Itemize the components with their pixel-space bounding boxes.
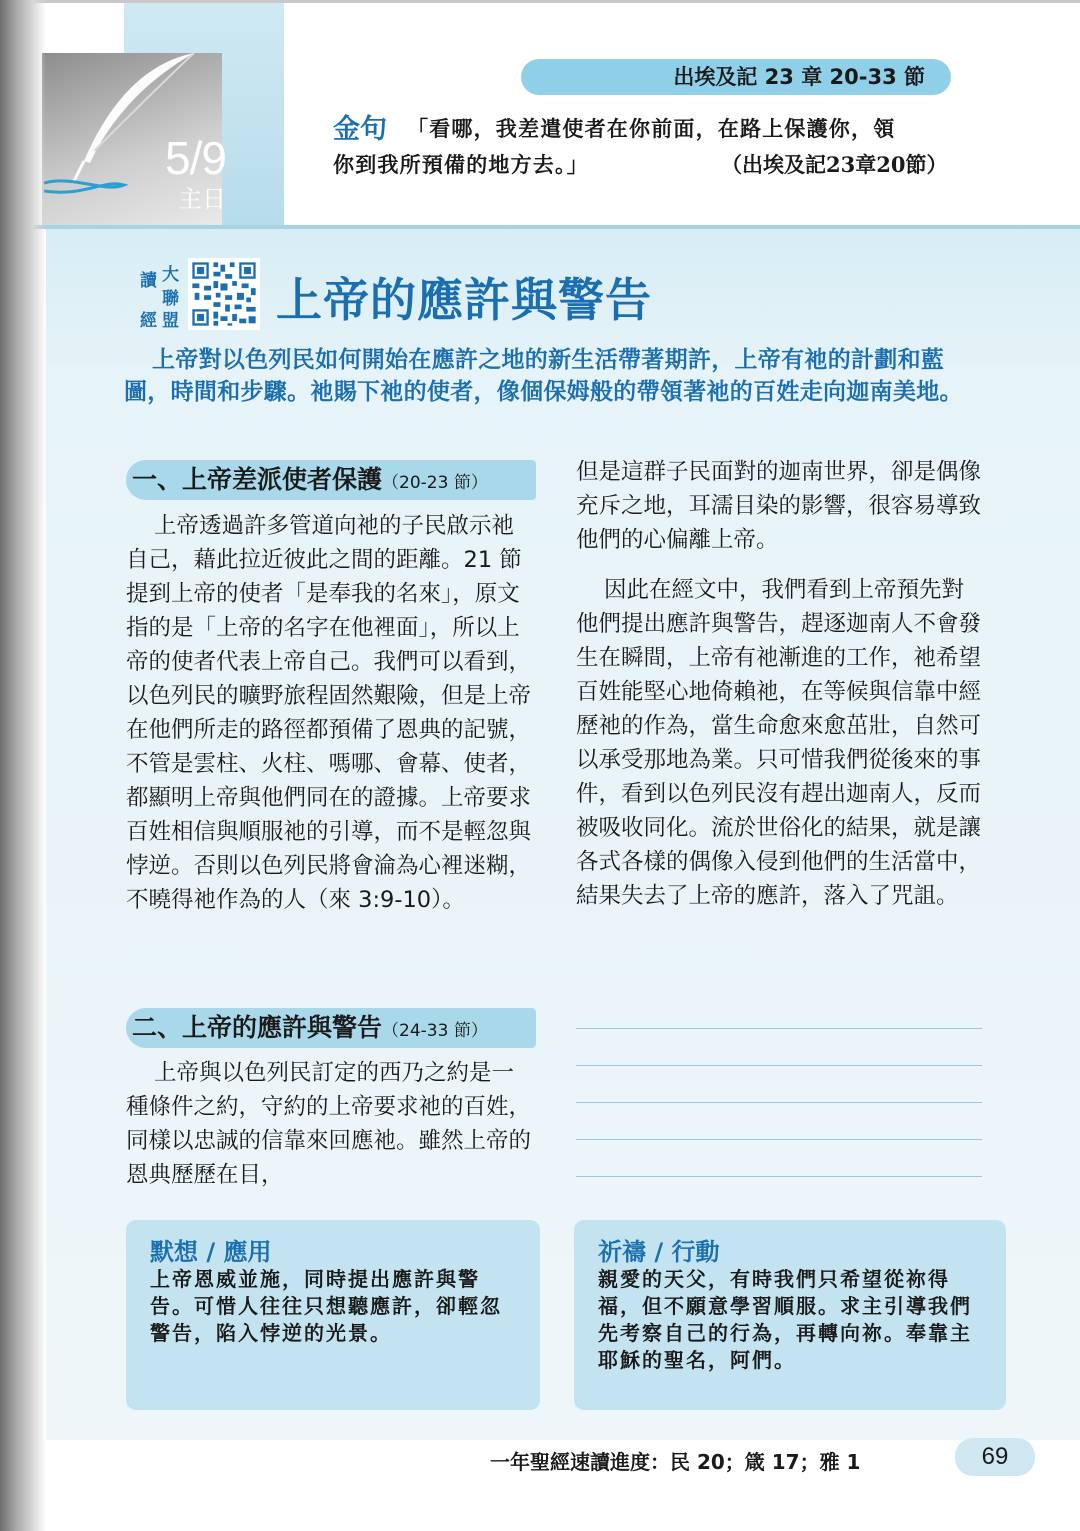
panel-divider [0, 225, 1080, 229]
golden-verse-line2: 你到我所預備的地方去。」 [333, 152, 589, 177]
date-day: 主日 [178, 185, 226, 213]
section2-heading-text: 二、上帝的應許與警告 [132, 1013, 383, 1042]
section1-body [126, 509, 536, 917]
section2-verses: （24-33 節） [382, 1021, 488, 1041]
section1-heading [126, 460, 536, 500]
section1-heading-text: 一、上帝差派使者保護 [132, 465, 383, 494]
tag-char: 盟 [162, 311, 179, 331]
scripture-reference: 出埃及記 23 章 20-33 節 [521, 59, 951, 95]
section2-heading [126, 1008, 536, 1048]
meditation-box [126, 1220, 540, 1410]
page-title: 上帝的應許與警告 [276, 273, 652, 327]
prayer-title: 祈禱 / 行動 [598, 1238, 720, 1266]
right-column-para2: 因此在經文中，我們看到上帝預先對他們提出應許與警告，趕逐迦南人不會發生在瞬間，上帝有祂漸進的工作，祂希望百姓能堅心地倚賴祂，在等候與信靠中經歷祂的作為，當生命愈來愈茁壯，自然可以承受那地為業。只可惜我們從後來的事件，看到以色列民沒有趕出迦南人，反而被吸收同化。流於世俗化的結果，就是讓各式各樣的偶像入侵到他們的生活當中，結果失去了上帝的應許，落入了咒詛。 [576, 577, 982, 909]
section2-text: 上帝與以色列民訂定的西乃之約是一種條件之約，守約的上帝要求祂的百姓，同樣以忠誠的信靠來回應祂。雖然上帝的恩典歷歷在目， [126, 1060, 532, 1188]
page-number: 69 [955, 1438, 1035, 1476]
tag-char: 聯 [162, 289, 179, 309]
note-lines[interactable] [576, 1028, 982, 1213]
right-column [576, 455, 986, 913]
meditation-text: 上帝恩威並施，同時提出應許與警告。可惜人往往只想聽應許，卻輕忽警告，陷入悖逆的光景。 [150, 1267, 502, 1345]
prayer-text: 親愛的天父，有時我們只希望從祢得福，但不願意學習順服。求主引導我們先考察自己的行為，再轉向祢。奉靠主耶穌的聖名，阿們。 [598, 1267, 972, 1372]
golden-verse-ref: （出埃及記23章20節） [721, 152, 948, 177]
section2-body [126, 1056, 536, 1192]
intro-paragraph: 上帝對以色列民如何開始在應許之地的新生活帶著期許，上帝有祂的計劃和藍圖，時間和步驟。祂賜下祂的使者，像個保姆般的帶領著祂的百姓走向迦南美地。 [124, 347, 963, 405]
section1-text: 上帝透過許多管道向祂的子民啟示祂自己，藉此拉近彼此之間的距離。21 節提到上帝的使者「是奉我的名來」，原文指的是「上帝的名字在他裡面」，所以上帝的使者代表上帝自己。我們可以看到，以色列民的曠野旅程固然艱險，但是上帝在他們所走的路徑都預備了恩典的記號，不管是雲柱、火柱、嗎哪、會幕、使者，都顯明上帝與他們同在的證據。上帝要求百姓相信與順服祂的引導，而不是輕忽與悖逆。否則以色列民將會淪為心裡迷糊，不曉得祂作為的人（來 3:9-10）。 [126, 513, 532, 913]
meditation-title: 默想 / 應用 [150, 1238, 272, 1266]
tag-char: 讀 [140, 271, 157, 291]
date-number: 5/9 [165, 132, 226, 184]
tag-char: 大 [162, 265, 179, 285]
golden-verse-label: 金句 [333, 114, 387, 145]
page-header [0, 3, 1080, 225]
reading-progress: 一年聖經速讀進度：民 20；箴 17；雅 1 [490, 1450, 861, 1474]
golden-verse-line1: 「看哪，我差遣使者在你前面，在路上保護你，領 [407, 116, 896, 141]
tag-char: 經 [140, 311, 157, 331]
qr-code-icon[interactable] [188, 258, 260, 330]
page-spine-shadow [0, 0, 46, 1531]
right-column-para1: 但是這群子民面對的迦南世界，卻是偶像充斥之地，耳濡目染的影響，很容易導致他們的心偏離上帝。 [576, 459, 982, 553]
prayer-box [574, 1220, 1006, 1410]
reading-alliance-tag [136, 262, 188, 331]
section1-verses: （20-23 節） [382, 473, 488, 493]
